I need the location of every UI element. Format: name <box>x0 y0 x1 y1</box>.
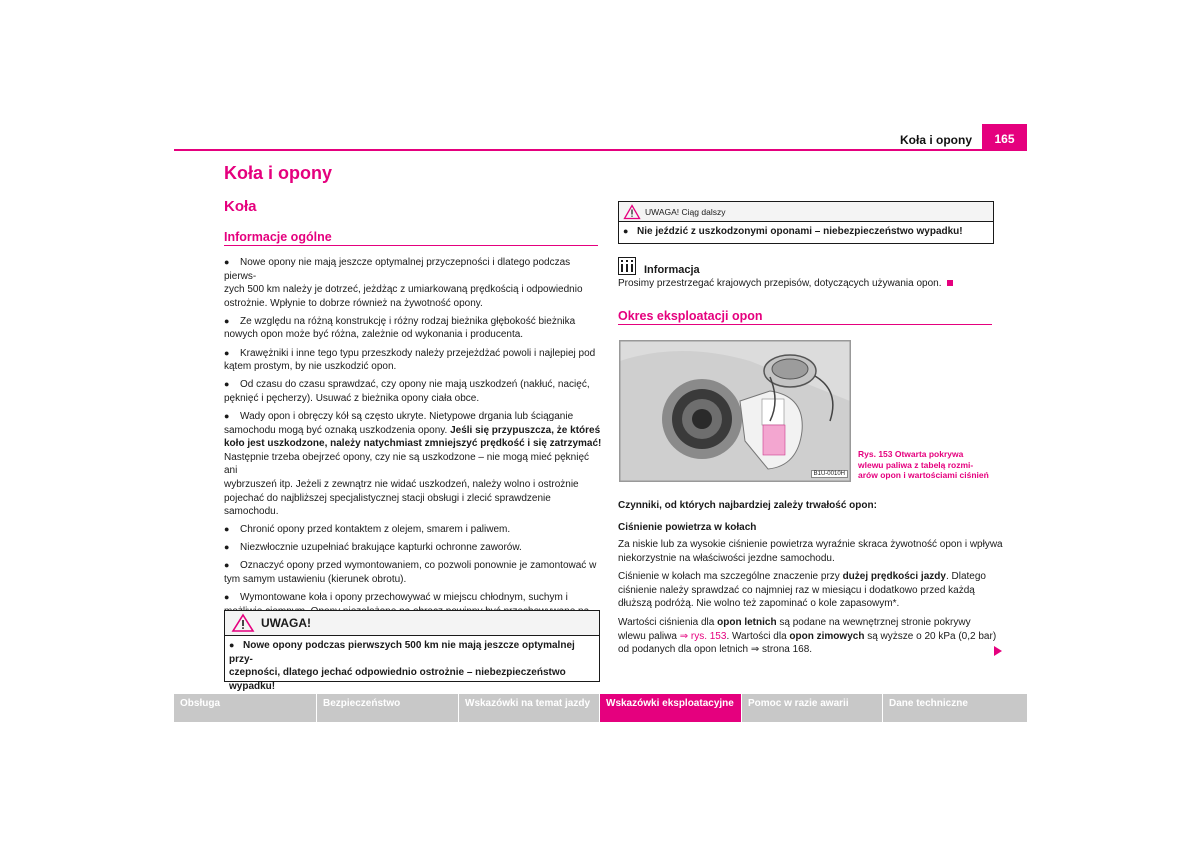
text-line: są wyższe o 20 kPa (0,2 bar) <box>864 630 997 642</box>
subsection-title: Informacje ogólne <box>224 230 332 244</box>
nav-tab-pomoc[interactable]: Pomoc w razie awarii <box>742 694 882 722</box>
figure-caption <box>858 449 998 481</box>
text-line: samochodu mogą być oznaką uszkodzenia opony. <box>224 424 451 436</box>
bullet-icon: ● <box>224 524 230 535</box>
end-mark-icon <box>947 280 953 286</box>
text-line: wlewu paliwa z tabelą rozmi- <box>858 459 974 470</box>
text-line: pęknięć i pęcherzy). Usuwać z bieżnika opony ciała obce. <box>224 392 480 404</box>
text-line: Ciśnienie w kołach ma szczególne znaczenie przy <box>618 571 843 583</box>
text-line: wypadku! <box>229 680 276 692</box>
text-line: nowych opon może być różna, zależnie od wykonania i producenta. <box>224 329 524 341</box>
figure-code: B1U-0010H <box>811 470 848 478</box>
pressure-title: Ciśnienie powietrza w kołach <box>618 522 757 533</box>
chapter-title: Koła i opony <box>224 163 332 183</box>
warning-header <box>225 611 599 636</box>
list-item <box>224 410 602 519</box>
bullet-icon: ● <box>224 315 230 326</box>
text-line: Prosimy przestrzegać krajowych przepisów, dotyczących używania opon. <box>618 278 942 289</box>
warning-title: UWAGA! <box>261 616 311 630</box>
list-item <box>224 315 602 342</box>
header-rule <box>174 149 1027 151</box>
text-line: Następnie trzeba obejrzeć opony, czy nie są uszkodzone – nie mogą mieć pęknięć ani <box>224 451 590 477</box>
figure-link[interactable]: ⇒ rys. 153 <box>679 630 727 642</box>
text-line: ciśnienie należy sprawdzać co najmniej raz w miesiącu i dodatkowo przed każdą <box>618 584 975 596</box>
nav-tab-wskazowki-eksploatacyjne[interactable]: Wskazówki eksploatacyjne <box>600 694 741 722</box>
emphasis-text: ś <box>594 424 601 436</box>
emphasis-text: koło jest uszkodzone, należy natychmiast zmniejszyć prędkość i się zatrzymać! <box>224 438 602 450</box>
nav-tab-wskazowki-jazdy[interactable]: Wskazówki na temat jazdy <box>459 694 599 722</box>
bullet-icon: ● <box>623 226 629 236</box>
info-icon <box>618 257 636 275</box>
emphasis-text: Jeśli się przypuszcza, że które <box>450 424 595 436</box>
warning-box <box>224 610 600 692</box>
text-line: Nowe opony podczas pierwszych 500 km nie mają jeszcze optymalnej przy- <box>229 640 575 665</box>
bullet-icon: ● <box>224 560 230 571</box>
warning-text <box>225 636 599 693</box>
text-line: zych 500 km należy je dotrzeć, jeżdżąc z umiarkowaną prędkością i odpowiednio <box>224 284 583 296</box>
section-title: Koła <box>224 198 257 215</box>
text-line: . Dlatego <box>945 571 986 583</box>
emphasis-text: opon zimowych <box>789 630 865 642</box>
running-header-title: Koła i opony <box>900 133 972 147</box>
list-item <box>224 559 602 586</box>
text-line: ostrożnie. Wpłynie to dobrze również na żywotność opony. <box>224 297 483 309</box>
text-line: od podanych dla opon letnich ⇒ strona 168. <box>618 644 813 656</box>
text-line: Nie jeździć z uszkodzonymi oponami – niebezpieczeństwo wypadku! <box>637 226 963 237</box>
left-body <box>224 256 602 636</box>
text-line: . Wartości dla <box>726 630 790 642</box>
text-line: arów opon i wartościami ciśnień <box>858 470 989 480</box>
bullet-icon: ● <box>224 542 230 553</box>
text-line: czepności, dlatego jechać odpowiednio ostrożnie – niebezpieczeństwo <box>229 667 566 679</box>
fuel-flap-figure <box>619 340 851 482</box>
list-item <box>224 541 602 555</box>
subsection-title: Okres eksploatacji opon <box>618 309 763 323</box>
warning-continued-title: UWAGA! Ciąg dalszy <box>645 206 726 217</box>
right-body <box>618 538 1003 657</box>
info-title: Informacja <box>644 264 700 276</box>
text-line: samochodu. <box>224 506 279 518</box>
nav-tab-bezpieczenstwo[interactable]: Bezpieczeństwo <box>317 694 458 722</box>
text-line: Wady opon i obręczy kół są często ukryte. Nietypowe drgania lub ściąganie <box>240 410 574 422</box>
emphasis-text: dużej prędkości jazdy <box>842 571 946 583</box>
warning-triangle-icon <box>623 204 641 220</box>
text-line: Oznaczyć opony przed wymontowaniem, co pozwoli ponownie je zamontować w <box>240 560 597 572</box>
factors-title: Czynniki, od których najbardziej zależy trwałość opon: <box>618 500 877 511</box>
info-heading <box>618 256 700 276</box>
continue-arrow-icon[interactable] <box>993 645 1003 657</box>
text-line: są podane na wewnętrznej stronie pokrywy <box>776 616 971 628</box>
nav-tab-obsluga[interactable]: Obsługa <box>174 694 316 722</box>
page-number: 165 <box>982 124 1027 150</box>
text-line: pojechać do najbliższej specjalistycznej stacji obsługi i zlecić sprawdzenie <box>224 492 551 504</box>
bullet-icon: ● <box>224 257 230 267</box>
text-line: wlewu paliwa <box>618 630 680 642</box>
list-item <box>224 523 602 537</box>
warning-header <box>619 202 993 222</box>
text-line: Wymontowane koła i opony przechowywać w miejscu chłodnym, suchym i <box>240 592 568 604</box>
bullet-icon: ● <box>229 640 235 650</box>
subsection-rule <box>224 245 598 246</box>
text-line: Rys. 153 Otwarta pokrywa <box>858 449 964 459</box>
list-item <box>224 347 602 374</box>
bullet-icon: ● <box>224 347 230 358</box>
text-line: Wartości ciśnienia dla <box>618 616 718 628</box>
text-line: Od czasu do czasu sprawdzać, czy opony nie mają uszkodzeń (nakłuć, nacięć, <box>240 379 590 391</box>
list-item <box>224 378 602 405</box>
text-line: Nowe opony nie mają jeszcze optymalnej przyczepności i dlatego podczas pierws- <box>224 257 571 282</box>
text-line: niekorzystnie na właściwości jezdne samochodu. <box>618 552 835 564</box>
text-line: Chronić opony przed kontaktem z olejem, smarem i paliwem. <box>240 524 511 536</box>
nav-tab-dane-techniczne[interactable]: Dane techniczne <box>883 694 1027 722</box>
text-line: kątem prostym, by nie uszkodzić opon. <box>224 361 397 373</box>
text-line: Za niskie lub za wysokie ciśnienie powietrza wyraźnie skraca żywotność opon i wpływa <box>618 539 1003 550</box>
bullet-icon: ● <box>224 410 230 421</box>
bullet-icon: ● <box>224 379 230 390</box>
text-line: Niezwłocznie uzupełniać brakujące kapturki ochronne zaworów. <box>240 542 522 554</box>
fuel-flap-illustration <box>620 341 850 481</box>
text-line: tym samym ustawieniu (kierunek obrotu). <box>224 573 407 585</box>
info-text <box>618 277 998 291</box>
warning-continued-text <box>619 222 993 239</box>
list-item <box>224 256 602 310</box>
warning-continued-box <box>618 201 994 244</box>
text-line: wybrzuszeń itp. Jeżeli z zewnątrz nie widać uszkodzeń, należy wolno i ostrożnie <box>224 478 579 490</box>
bullet-icon: ● <box>224 592 230 603</box>
emphasis-text: opon letnich <box>717 616 777 628</box>
text-line: dłuższą podróżą. Nie wolno też zapominać o kole zapasowym*. <box>618 598 900 610</box>
text-line: Ze względu na różną konstrukcję i różny rodzaj bieżnika głębokość bieżnika <box>240 315 576 327</box>
text-line: Krawężniki i inne tego typu przeszkody należy przejeżdżać powoli i najlepiej pod <box>240 347 596 359</box>
subsection-rule <box>618 324 992 325</box>
warning-triangle-icon <box>231 613 255 633</box>
